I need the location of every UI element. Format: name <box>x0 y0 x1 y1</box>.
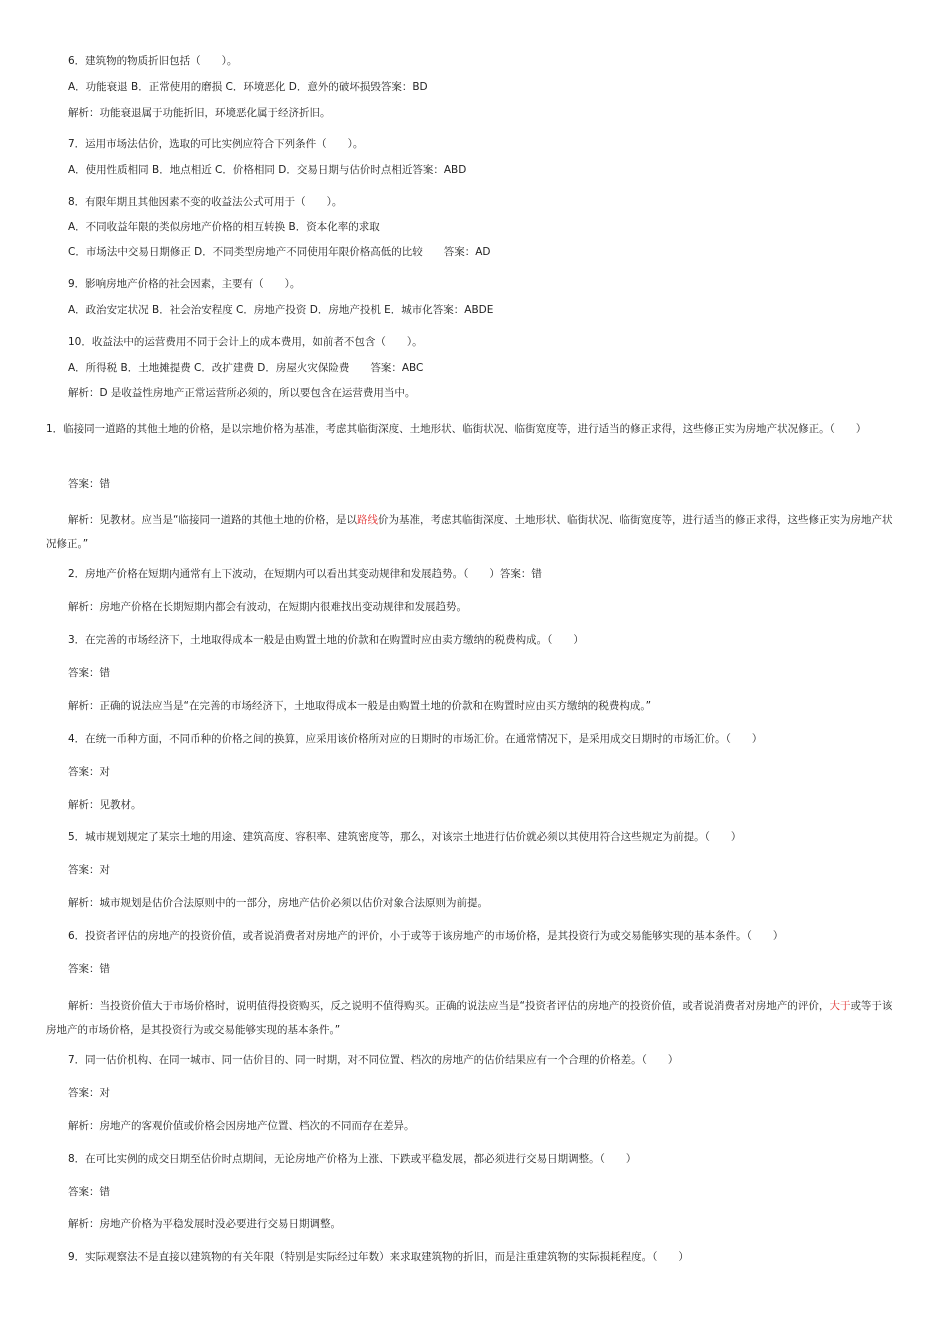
tf-4-answer: 答案：对 <box>68 766 110 778</box>
tf-7-question: 7．同一估价机构、在同一城市、同一估价目的、同一时期，对不同位置、档次的房地产的估价结果应有一个合理的价格差。（ ） <box>68 1054 679 1066</box>
tf-1-explanation: 解析：见教材。应当是“临接同一道路的其他土地的价格，是以路线价为基准，考虑其临街深度、土地形状、临街状况、临街宽度等，进行适当的修正求得，这些修正实为房地产状况修正。” <box>46 514 893 550</box>
tf-5-question: 5．城市规划规定了某宗土地的用途、建筑高度、容积率、建筑密度等，那么，对该宗土地进行估价就必须以其使用符合这些规定为前提。（ ） <box>68 831 742 843</box>
tf-4-question: 4．在统一币种方面，不同币种的价格之间的换算，应采用该价格所对应的日期时的市场汇价。在通常情况下，是采用成交日期时的市场汇价。（ ） <box>68 733 763 745</box>
tf-5-answer: 答案：对 <box>68 864 110 876</box>
tf-7-answer: 答案：对 <box>68 1087 110 1099</box>
tf-6-explanation: 解析：当投资价值大于市场价格时，说明值得投资购买，反之说明不值得购买。正确的说法应当是“投资者评估的房地产的投资价值，或者说消费者对房地产的评价，大于或等于该房地产的市场价格，是其投资行为或交易能够实现的基本条件。” <box>46 1000 893 1036</box>
mc-8-options-a: A．不同收益年限的类似房地产价格的相互转换 B．资本化率的求取 <box>68 221 380 233</box>
mc-10-question: 10．收益法中的运营费用不同于会计上的成本费用，如前者不包含（ ）。 <box>68 336 423 348</box>
tf-1-answer: 答案：错 <box>68 478 110 490</box>
mc-9-question: 9．影响房地产价格的社会因素，主要有（ ）。 <box>68 278 301 290</box>
mc-6-question: 6．建筑物的物质折旧包括（ ）。 <box>68 55 238 67</box>
mc-6-options: A．功能衰退 B．正常使用的磨损 C．环境恶化 D．意外的破坏损毁答案：BD <box>68 81 428 93</box>
mc-8-options-b: C．市场法中交易日期修正 D．不同类型房地产不同使用年限价格高低的比较 答案：AD <box>68 246 491 258</box>
mc-7-options: A．使用性质相同 B．地点相近 C．价格相同 D．交易日期与估价时点相近答案：ABD <box>68 164 467 176</box>
tf-4-explanation: 解析：见教材。 <box>68 799 142 811</box>
tf-3-answer: 答案：错 <box>68 667 110 679</box>
mc-8-question: 8．有限年期且其他因素不变的收益法公式可用于（ ）。 <box>68 196 343 208</box>
tf-1-highlight: 路线 <box>356 514 378 526</box>
tf-6-highlight-b: 于 <box>839 1000 851 1012</box>
tf-8-answer: 答案：错 <box>68 1186 110 1198</box>
mc-7-question: 7．运用市场法估价，选取的可比实例应符合下列条件（ ）。 <box>68 138 364 150</box>
tf-6-question: 6．投资者评估的房地产的投资价值，或者说消费者对房地产的评价，小于或等于该房地产的市场价格，是其投资行为或交易能够实现的基本条件。（ ） <box>68 930 784 942</box>
tf-7-explanation: 解析：房地产的客观价值或价格会因房地产位置、档次的不同而存在差异。 <box>68 1120 415 1132</box>
tf-6-answer: 答案：错 <box>68 963 110 975</box>
tf-1-question: 1．临接同一道路的其他土地的价格，是以宗地价格为基准，考虑其临街深度、土地形状、临街状况、临街宽度等，进行适当的修正求得，这些修正实为房地产状况修正。（ ） <box>46 423 867 435</box>
tf-3-question: 3．在完善的市场经济下，土地取得成本一般是由购置土地的价款和在购置时应由卖方缴纳的税费构成。（ ） <box>68 634 584 646</box>
tf-6-highlight-a: 大 <box>829 1000 840 1012</box>
tf-2-question: 2．房地产价格在短期内通常有上下波动，在短期内可以看出其变动规律和发展趋势。（ ）答案：错 <box>68 568 542 580</box>
tf-5-explanation: 解析：城市规划是估价合法原则中的一部分，房地产估价必须以估价对象合法原则为前提。 <box>68 897 488 909</box>
tf-2-explanation: 解析：房地产价格在长期短期内都会有波动，在短期内很难找出变动规律和发展趋势。 <box>68 601 467 613</box>
tf-8-explanation: 解析：房地产价格为平稳发展时没必要进行交易日期调整。 <box>68 1218 341 1230</box>
mc-10-options: A．所得税 B．土地摊提费 C．改扩建费 D．房屋火灾保险费 答案：ABC <box>68 362 424 374</box>
mc-6-explanation: 解析：功能衰退属于功能折旧，环境恶化属于经济折旧。 <box>68 107 331 119</box>
mc-9-options: A．政治安定状况 B．社会治安程度 C．房地产投资 D．房地产投机 E．城市化答案：ABDE <box>68 304 494 316</box>
tf-8-question: 8．在可比实例的成交日期至估价时点期间，无论房地产价格为上涨、下跌或平稳发展，都必须进行交易日期调整。（ ） <box>68 1153 637 1165</box>
tf-9-question: 9．实际观察法不是直接以建筑物的有关年限（特别是实际经过年数）来求取建筑物的折旧，而是注重建筑物的实际损耗程度。（ ） <box>68 1251 689 1263</box>
tf-3-explanation: 解析：正确的说法应当是“在完善的市场经济下，土地取得成本一般是由购置土地的价款和在购置时应由买方缴纳的税费构成。” <box>68 700 652 712</box>
mc-10-explanation: 解析：D 是收益性房地产正常运营所必须的，所以要包含在运营费用当中。 <box>68 387 416 399</box>
